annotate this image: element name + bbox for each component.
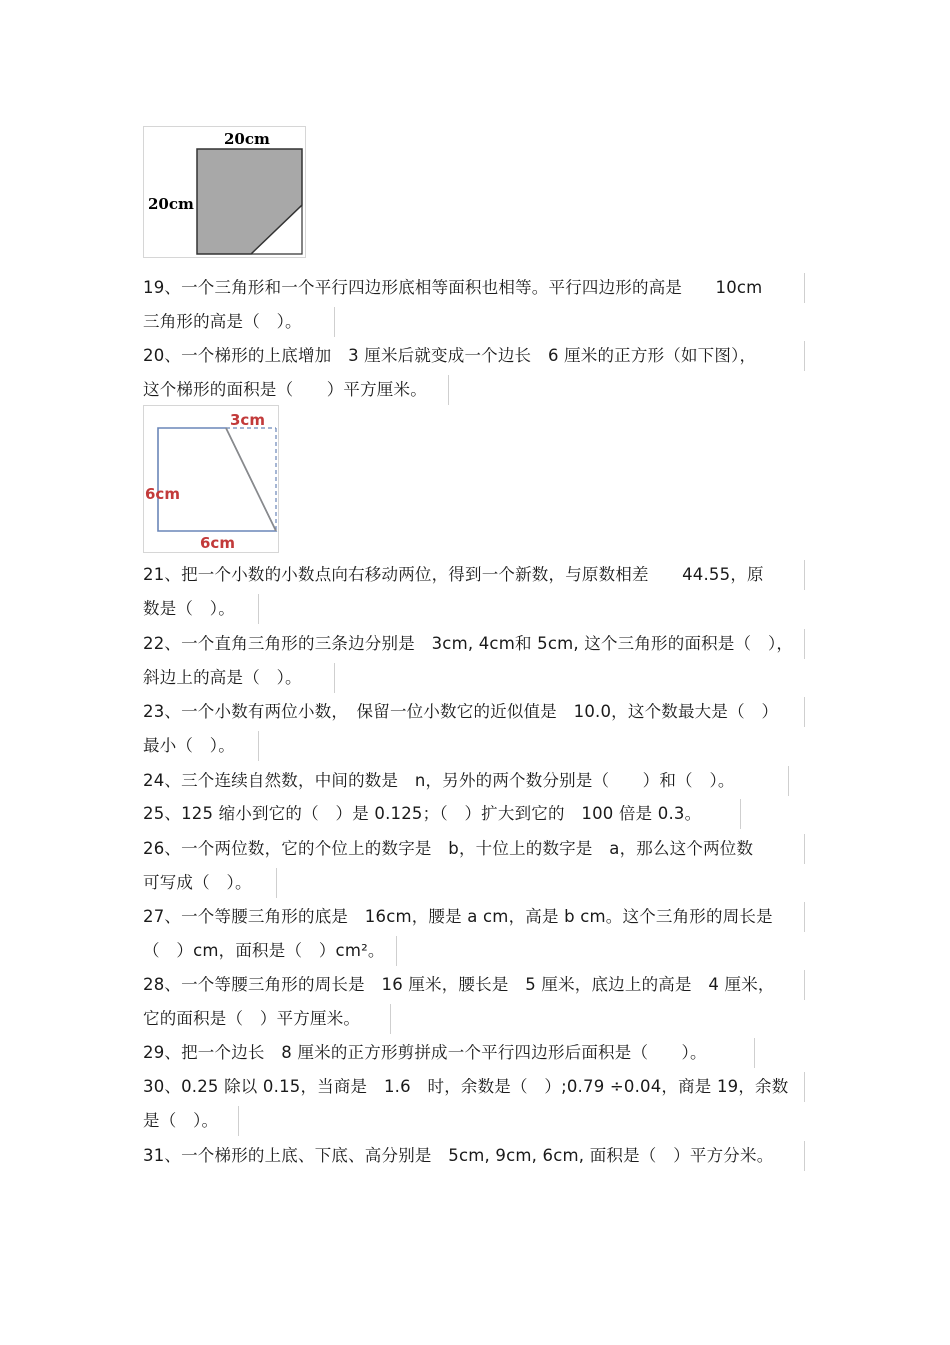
square-cut-corner-diagram xyxy=(144,127,305,257)
figure1-left-label: 20cm xyxy=(148,195,194,213)
q31-line-1: 31、一个梯形的上底、下底、高分别是 5cm, 9cm, 6cm, 面积是（ ）平方分米。 xyxy=(143,1141,805,1171)
q28-line-2: 它的面积是（ ）平方厘米。 xyxy=(143,1004,391,1034)
q20-line-2: 这个梯形的面积是（ ）平方厘米。 xyxy=(143,375,449,405)
q27-line-1: 27、一个等腰三角形的底是 16cm，腰是 a cm，高是 b cm。这个三角形的周长是 xyxy=(143,902,805,932)
q30-line-2: 是（ ）。 xyxy=(143,1106,239,1136)
figure2-bottom-label: 6cm xyxy=(200,534,235,552)
q29-line-1: 29、把一个边长 8 厘米的正方形剪拼成一个平行四边形后面积是（ ）。 xyxy=(143,1038,755,1068)
trapezoid-diagram xyxy=(144,406,278,552)
figure1-top-label: 20cm xyxy=(224,130,270,148)
trapezoid-shape xyxy=(158,428,276,531)
figure2-left-label: 6cm xyxy=(145,485,180,503)
q20-line-1: 20、一个梯形的上底增加 3 厘米后就变成一个边长 6 厘米的正方形（如下图）， xyxy=(143,341,805,371)
q22-line-2: 斜边上的高是（ ）。 xyxy=(143,663,335,693)
q19-line-2: 三角形的高是（ ）。 xyxy=(143,307,335,337)
figure-trapezoid xyxy=(143,405,279,553)
q23-line-2: 最小（ ）。 xyxy=(143,731,259,761)
figure-square-cut-corner xyxy=(143,126,306,258)
q24-line-1: 24、三个连续自然数，中间的数是 n，另外的两个数分别是（ ）和（ ）。 xyxy=(143,766,789,796)
figure2-top-label: 3cm xyxy=(230,411,265,429)
q22-line-1: 22、一个直角三角形的三条边分别是 3cm, 4cm和 5cm, 这个三角形的面积是（ ）， xyxy=(143,629,805,659)
q27-line-2: （ ）cm，面积是（ ）cm²。 xyxy=(143,936,397,966)
q21-line-2: 数是（ ）。 xyxy=(143,594,259,624)
q21-line-1: 21、把一个小数的小数点向右移动两位，得到一个新数，与原数相差 44.55，原 xyxy=(143,560,805,590)
q25-line-1: 25、125 缩小到它的（ ）是 0.125；（ ）扩大到它的 100 倍是 0.3。 xyxy=(143,799,741,829)
q23-line-1: 23、一个小数有两位小数， 保留一位小数它的近似值是 10.0，这个数最大是（ ） xyxy=(143,697,805,727)
q26-line-1: 26、一个两位数，它的个位上的数字是 b，十位上的数字是 a，那么这个两位数 xyxy=(143,834,805,864)
q30-line-1: 30、0.25 除以 0.15，当商是 1.6 时，余数是（ ）;0.79 ÷0.04，商是 19，余数 xyxy=(143,1072,805,1102)
shaded-region xyxy=(197,149,302,254)
q19-line-1: 19、一个三角形和一个平行四边形底相等面积也相等。平行四边形的高是 10cm xyxy=(143,273,805,303)
q26-line-2: 可写成（ ）。 xyxy=(143,868,277,898)
q28-line-1: 28、一个等腰三角形的周长是 16 厘米，腰长是 5 厘米，底边上的高是 4 厘米， xyxy=(143,970,805,1000)
